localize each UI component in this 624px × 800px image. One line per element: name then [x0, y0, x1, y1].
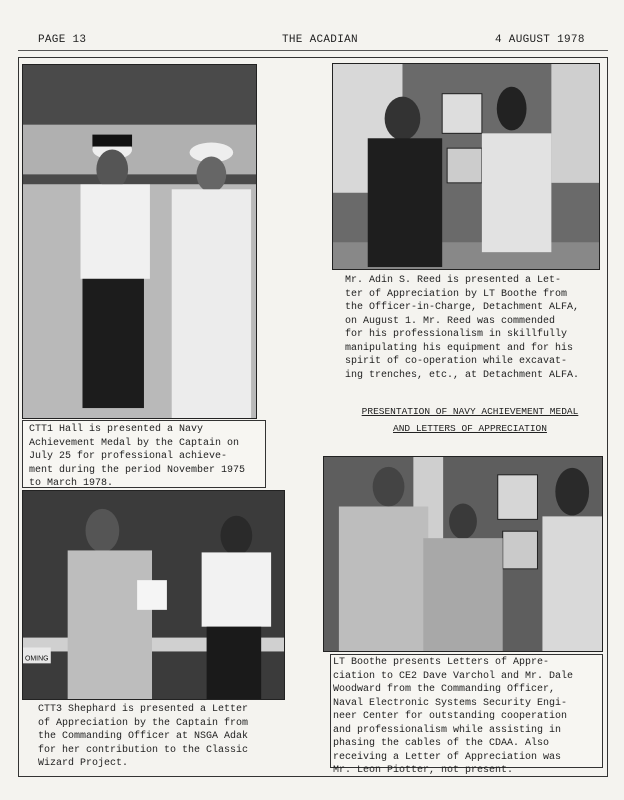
photo-boothe-letters	[323, 456, 603, 652]
caption-reed: Mr. Adin S. Reed is presented a Let- ter of Appreciation by LT Boothe from the Officer-in-Charge, Detachment ALFA, on August 1. Mr. Reed was commended for his professionalism in skillfully manipulating his equipment and for his spirit of co-operation while excavat- ing trenches, etc., at Detachment ALFA.	[345, 275, 580, 381]
photo-shephard-letter	[22, 490, 285, 700]
photo-reed-letter	[332, 63, 600, 270]
photo-medal-ceremony	[22, 64, 257, 419]
section-headline-line2: AND LETTERS OF APPRECIATION	[393, 423, 547, 434]
header-rule	[18, 50, 608, 51]
page-number: PAGE 13	[38, 34, 87, 46]
photo-sign-text: OMING	[24, 655, 49, 663]
section-headline-line1: PRESENTATION OF NAVY ACHIEVEMENT MEDAL	[361, 406, 579, 417]
issue-date: 4 AUGUST 1978	[495, 34, 585, 46]
caption-boothe: LT Boothe presents Letters of Appre- ciation to CE2 Dave Varchol and Mr. Dale Woodward from the Commanding Officer, Naval Electronic Systems Security Engi- neer Center for outstanding cooperation and professionalism while assisting in phasing the cables of the CDAA. Also receiving a Letter of Appreciation was Mr. Leon Piotter, not present.	[333, 657, 574, 776]
caption-shephard: CTT3 Shephard is presented a Letter of Appreciation by the Captain from the Commanding Officer at NSGA Adak for her contribution to the Classic Wizard Project.	[38, 704, 249, 769]
newspaper-title: THE ACADIAN	[282, 34, 358, 46]
caption-medal: CTT1 Hall is presented a Navy Achievement Medal by the Captain on July 25 for professional achieve- ment during the period November 1975 to March 1978.	[29, 424, 246, 489]
